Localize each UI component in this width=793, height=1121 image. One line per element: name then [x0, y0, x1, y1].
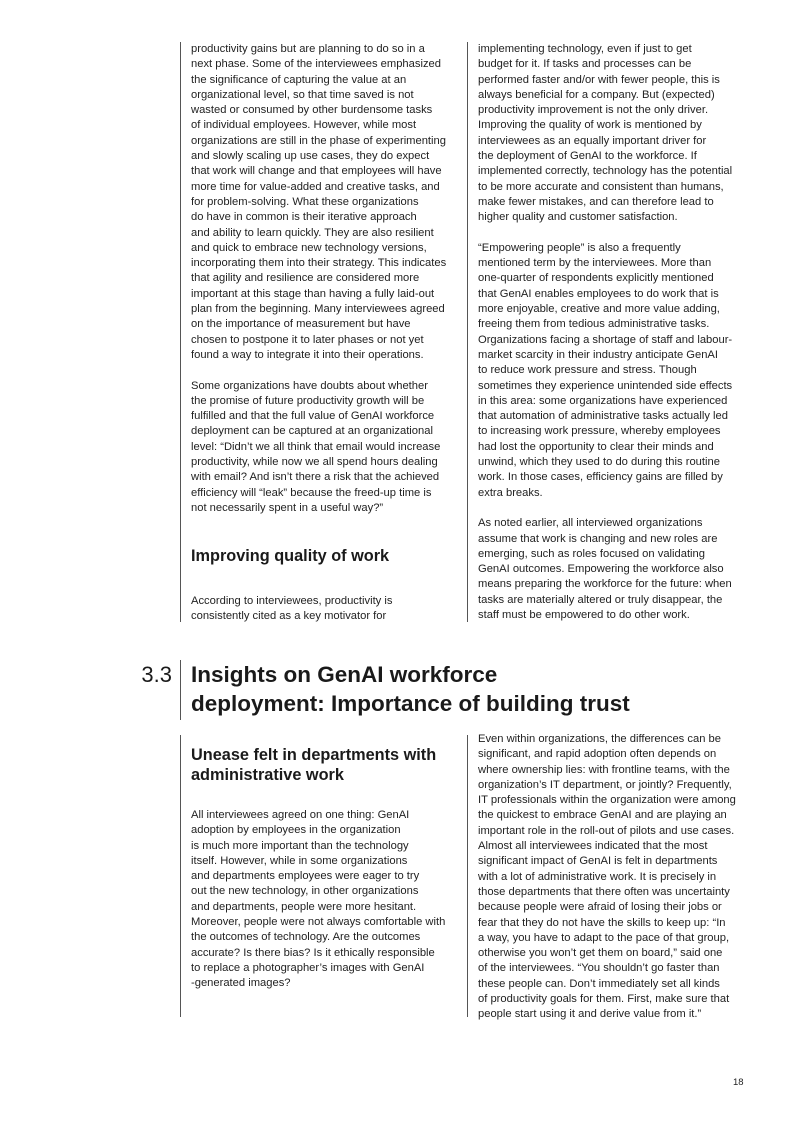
text-line: wasted or consumed by other burdensome tasks	[191, 104, 433, 117]
text-line: on the importance of measurement but have	[191, 318, 411, 331]
text-line: itself. However, while in some organizations	[191, 854, 408, 867]
text-line: of individual employees. However, while most	[191, 119, 417, 132]
text-line: the outcomes of technology. Are the outcomes	[191, 931, 421, 944]
text-line: All interviewees agreed on one thing: GenAI	[191, 809, 410, 821]
text-line: Unease felt in departments with	[191, 746, 437, 764]
text-line: important role in the roll-out of pilots and use cases.	[478, 824, 735, 837]
text-line: Almost all interviewees indicated that the most	[478, 840, 708, 853]
column-rule-top-left	[180, 42, 181, 622]
text-line: IT professionals within the organization were among	[478, 794, 736, 807]
column-rule-bottom-left	[180, 735, 181, 1017]
text-line: implementing technology, even if just to get	[478, 43, 692, 55]
text-line: freeing them from tedious administrative tasks.	[478, 318, 710, 331]
text-line: productivity gains but are planning to do so in a	[191, 43, 425, 55]
text-line: out the new technology, in other organizations	[191, 885, 419, 898]
text-line: one-quarter of respondents explicitly mentioned	[478, 272, 714, 285]
text-line: means preparing the workforce for the future: when	[478, 578, 732, 591]
text-line: -generated images?	[191, 977, 291, 990]
text-line: staff must be empowered to do other work.	[478, 608, 690, 621]
top-right-paragraph-3	[478, 516, 748, 623]
text-line: deployment can be captured at an organizational	[191, 425, 433, 438]
text-line: assume that work is changing and new roles are	[478, 532, 718, 545]
text-line: As noted earlier, all interviewed organizations	[478, 517, 703, 530]
top-right-paragraph-1	[478, 42, 748, 226]
text-line: budget for it. If tasks and processes can be	[478, 58, 692, 71]
text-line: organizations are still in the phase of experimenting	[191, 134, 446, 147]
text-line: to replace a photographer’s images with GenAI	[191, 961, 425, 974]
text-line: the significance of capturing the value at an	[191, 73, 407, 86]
text-line: mentioned term by the interviewees. More than	[478, 257, 712, 270]
text-line: fulfilled and that the full value of GenAI workforce	[191, 410, 435, 423]
text-line: make fewer mistakes, and can therefore lead to	[478, 195, 714, 208]
text-line: work. In those cases, efficiency gains are filled by	[478, 471, 723, 484]
column-rule-top-middle	[467, 42, 468, 622]
text-line: Some organizations have doubts about whether	[191, 379, 428, 392]
text-line: these people can. Don’t immediately set all kinds	[478, 977, 720, 990]
text-line: sometimes they experience unintended side effects	[478, 379, 733, 392]
text-line: Organizations facing a shortage of staff and labour-	[478, 333, 733, 346]
top-right-column	[478, 42, 748, 623]
page-number: 18	[733, 1077, 744, 1088]
top-left-paragraph-1	[191, 42, 461, 363]
top-left-column	[191, 42, 461, 516]
text-line: market scarcity in their industry anticipate GenAI	[478, 348, 719, 361]
text-line: that work will change and that employees will have	[191, 165, 442, 178]
text-line: higher quality and customer satisfaction.	[478, 211, 678, 224]
column-rule-bottom-middle	[467, 735, 468, 1017]
text-line: and ability to learn quickly. They are also resilient	[191, 226, 434, 239]
text-line: had lost the opportunity to clear their minds and	[478, 440, 714, 453]
text-line: plan from the beginning. Many interviewees agreed	[191, 303, 445, 316]
text-line: level: “Didn’t we all think that email would increase	[191, 440, 441, 453]
text-line: interviewees as an equally important driver for	[478, 134, 707, 147]
text-line: with email? And isn’t there a risk that the achieved	[191, 471, 440, 484]
text-line: where ownership lies: with frontline teams, with the	[478, 763, 730, 776]
text-line: always beneficial for a company. But (expected)	[478, 88, 715, 101]
text-line: that automation of administrative tasks actually led	[478, 410, 728, 423]
section-heading-improving-quality: Improving quality of work	[191, 547, 390, 565]
bottom-right-column	[478, 732, 748, 1023]
text-line: productivity improvement is not the only driver.	[478, 104, 709, 117]
text-line: to reduce work pressure and stress. Though	[478, 364, 697, 377]
text-line: organization’s IT department, or jointly? Frequently,	[478, 778, 732, 791]
text-line: in this area: some organizations have experienced	[478, 394, 728, 407]
text-line: adoption by employees in the organization	[191, 824, 401, 837]
text-line: and departments, people were more hesitant.	[191, 900, 417, 913]
text-line: do have in common is their iterative approach	[191, 211, 417, 224]
section-title	[191, 660, 630, 718]
text-line: significant, and rapid adoption often depends on	[478, 748, 717, 761]
text-line: important at this stage than having a fully laid-out	[191, 287, 435, 300]
text-line: emerging, such as roles focused on validating	[478, 547, 705, 560]
text-line: significant impact of GenAI is felt in departments	[478, 855, 718, 868]
text-line: and departments employees were eager to try	[191, 870, 420, 883]
text-line: productivity, while now we all spend hours dealing	[191, 456, 438, 469]
text-line: Insights on GenAI workforce	[191, 662, 498, 687]
text-line: and quick to embrace new technology versions,	[191, 241, 427, 254]
text-line: performed faster and/or with fewer people, this is	[478, 73, 720, 86]
text-line: chosen to postpone it to later phases or not yet	[191, 333, 424, 346]
top-left-paragraph-3-container	[191, 594, 461, 625]
text-line: consistently cited as a key motivator for	[191, 610, 387, 623]
text-line: efficiency will “leak” because the freed-up time is	[191, 486, 432, 499]
text-line: to increasing work pressure, whereby employees	[478, 425, 721, 438]
text-line: According to interviewees, productivity is	[191, 595, 393, 607]
text-line: GenAI outcomes. Empowering the workforce also	[478, 563, 724, 576]
text-line: extra breaks.	[478, 486, 543, 499]
text-line: that GenAI enables employees to do work that is	[478, 287, 719, 300]
text-line: accurate? Is there bias? Is it ethically responsible	[191, 946, 435, 959]
top-right-paragraph-2	[478, 241, 748, 501]
subheading-unease-departments	[191, 745, 436, 785]
text-line: incorporating them into their strategy. This indicates	[191, 257, 447, 270]
text-line: unwind, which they used to do during this routine	[478, 456, 720, 469]
text-line: more enjoyable, creative and more value adding,	[478, 303, 720, 316]
top-left-paragraph-3	[191, 594, 461, 625]
text-line: administrative work	[191, 766, 344, 784]
text-line: that agility and resilience are considered more	[191, 272, 420, 285]
text-line: implemented correctly, technology has the potential	[478, 165, 733, 178]
text-line: those departments that there often was uncertainty	[478, 885, 730, 898]
text-line: the promise of future productivity growth will be	[191, 394, 425, 407]
text-line: more time for value-added and creative tasks, and	[191, 180, 440, 193]
text-line: of productivity goals for them. First, make sure that	[478, 993, 730, 1006]
text-line: deployment: Importance of building trust	[191, 691, 630, 716]
text-line: next phase. Some of the interviewees emphasized	[191, 58, 441, 71]
text-line: because people were afraid of losing their jobs or	[478, 901, 722, 914]
text-line: a way, you have to adapt to the pace of that group,	[478, 931, 730, 944]
text-line: of the interviewees. “You shouldn’t go faster than	[478, 962, 720, 975]
text-line: the deployment of GenAI to the workforce. If	[478, 150, 697, 163]
text-line: otherwise you won’t get them on board,” said one	[478, 947, 723, 960]
bottom-left-column	[191, 808, 461, 992]
text-line: to be more accurate and consistent than humans,	[478, 180, 724, 193]
text-line: found a way to integrate it into their operations.	[191, 348, 424, 361]
text-line: organizational level, so that time saved is not	[191, 88, 414, 101]
bottom-right-paragraph-1	[478, 732, 748, 1023]
section-number-rule	[180, 660, 181, 720]
text-line: not necessarily spent in a useful way?”	[191, 501, 384, 514]
text-line: for problem-solving. What these organizations	[191, 195, 419, 208]
text-line: and slowly scaling up use cases, they do expect	[191, 150, 430, 163]
top-left-paragraph-2	[191, 379, 461, 517]
text-line: people start using it and derive value from it.”	[478, 1008, 702, 1021]
text-line: tasks are materially altered or truly disappear, the	[478, 593, 723, 606]
text-line: Moreover, people were not always comfortable with	[191, 916, 446, 929]
section-number: 3.3	[141, 662, 172, 687]
text-line: Improving the quality of work is mentioned by	[478, 119, 702, 132]
text-line: “Empowering people” is also a frequently	[478, 241, 681, 254]
text-line: is much more important than the technology	[191, 839, 409, 852]
text-line: fear that they do not have the skills to keep up: “In	[478, 916, 726, 929]
bottom-left-paragraph-1	[191, 808, 461, 992]
text-line: the quickest to embrace GenAI and are playing an	[478, 809, 727, 822]
text-line: with a lot of administrative work. It is precisely in	[478, 870, 717, 883]
text-line: Even within organizations, the differences can be	[478, 733, 721, 745]
